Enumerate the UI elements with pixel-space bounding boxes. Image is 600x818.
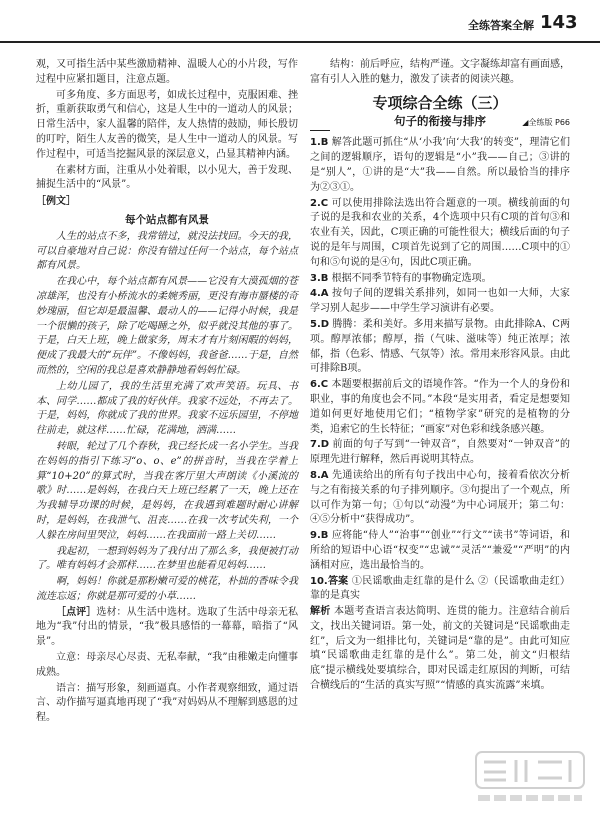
- item-number: 7.D: [310, 439, 330, 451]
- example-tag: ［例文］: [36, 196, 76, 208]
- answer-item: [310, 136, 570, 195]
- essay-title: 每个站点都有风景: [125, 213, 209, 226]
- item-number: 4.A: [310, 288, 329, 300]
- answer-item: [310, 469, 570, 528]
- item-number: 1.B: [310, 137, 329, 149]
- answer-item: [310, 272, 570, 287]
- answer-item: [310, 575, 570, 605]
- item-text: 解答此题可抓住“从‘小我’向‘大我’的转变”，理清它们之间的逻辑顺序，语句的逻辑是“小”我——自己；③讲的是“别人”，①讲的是“大”我——自然。所以最恰当的排序为②③①。: [310, 137, 570, 193]
- item-number: 2.C: [310, 197, 329, 209]
- essay-paragraph: 在我心中，每个站点都有风景——它没有大漠孤烟的苍凉雄浑，也没有小桥流水的柔婉秀丽，更没有海市蜃楼的奇妙瑰丽，但它却是最温馨、最动人的——记得小时候，我是一个很懒的孩子，除了吃喝睡之外，似乎就没其他的事了。于是，白天上班，晚上做家务，周末才有片刻闲暇的妈妈，便成了我最大的“玩伴”。不像妈妈，我爸爸……于是，自然而然的，空闲的我总是喜欢静静地看妈妈忙碌。: [36, 276, 298, 376]
- left-column: [36, 58, 298, 727]
- answer-item: [310, 438, 570, 468]
- answer-paragraph: 在素材方面，注重从小处着眼，以小见大，善于发现、捕捉生活中的“风景”。: [36, 164, 298, 191]
- item-number: 3.B: [310, 272, 329, 284]
- item-text: 本题考查语言表达简明、连贯的能力。注意结合前后文，找出关键词语。第一处，前文的关键词是“民谣歌曲走红”，后文为一组排比句，关键词是“靠的是”。由此可知应填“民谣歌曲走红靠的是什么”。第二处，前文“归根结底”提示横线处要填综合，即对民谣走红原因的判断，可结合横线后的“生活的真实写照”“情感的真实流露”来填。: [310, 606, 570, 692]
- essay-paragraph: 上幼儿园了，我的生活里充满了欢声笑语。玩具、书本、同学……都成了我的好伙伴。我家不远处，不再去了。于是，妈妈，你就成了我的世界。我家不远乐园里，不停地往前走，就这样……忙碌，花满地，洒满……: [36, 380, 298, 437]
- page-number: 143: [540, 12, 578, 33]
- item-text: 腾腾：柔和美好。多用来描写景物。由此排除A、C两项。醇厚浓郁；醇厚，指（气味、滋味等）纯正浓厚；浓郁，指（色彩、情感、气氛等）浓。常用来形容风景。由此可排除B项。: [310, 318, 571, 375]
- comment-text: 选材：从生活中选材。选取了生活中母亲无私地为“我”付出的情景，“我”极具感悟的一幕幕，暗指了“风景”。: [36, 606, 299, 648]
- comment-paragraph: 语言：描写形象，刻画逼真。小作者观察细致，通过语言、动作描写逼真地再现了“我”对妈妈从不理解到感恩的过程。: [36, 682, 298, 724]
- essay-paragraph: 人生的站点不多，我常错过，就没法找回。今天的我，可以自豪地对自己说：你没有错过任何一个站点，每个站点都有风景。: [36, 230, 298, 272]
- item-text: 根据不同季节特有的事物确定选项。: [331, 272, 492, 284]
- right-column: [310, 58, 570, 695]
- answer-item: [310, 197, 570, 271]
- essay-paragraph: 我起初，一想到妈妈为了我付出了那么多，我便被打动了。唯有妈妈才会那样……在梦里也能看见妈妈……: [36, 545, 298, 572]
- header-rule: [0, 41, 600, 43]
- item-number: 10.答案: [310, 575, 349, 587]
- answer-item: [310, 318, 570, 377]
- item-text: 应将能“侍人”“治事”“创业”“行文”“读书”等词语，和所给的短语中心语“权变”“忠诚”“灵活”“兼爱”“严明”的内涵相对应，选出最恰当的。: [310, 530, 570, 571]
- item-text: 先通读给出的所有句子找出中心句，接着看依次分析与之有衔接关系的句子排列顺序。③句提出了一个观点，所以可作为第一句；①句以“动漫”为中心词展开；第二句：④⑤分析中“获得成功”。: [310, 469, 570, 526]
- item-number: 9.B: [310, 530, 329, 542]
- item-text: ①民谣歌曲走红靠的是什么 ②（民谣歌曲走红）靠的是真实: [310, 575, 570, 602]
- item-number: 8.A: [310, 469, 329, 481]
- answer-paragraph: 可多角度、多方面思考，如成长过程中，克服困难、挫折，重新获取勇气和信心，这是人生中的一道动人的风景；日常生活中，家人温馨的陪伴，友人热情的鼓励，师长殷切的叮咛，陌生人友善的微笑，是人生中一道动人的风景。写作过程中，可适当挖掘风景的深层意义，凸显其精神内涵。: [36, 89, 298, 160]
- answer-item: [310, 378, 570, 437]
- section-subtitle: 句子的衔接与排序: [394, 114, 486, 129]
- essay-paragraph: 转眼，轮过了几个春秋，我已经长成一名小学生。当我在妈妈的指引下练习“o、o、e”的拼音时，当我在学着上算“10+20”的算式时，当我在客厅里大声朗读《小溪流的歌》时……是妈妈，在我白天上班已经累了一天，晚上还在为我辅导功课的时候，是妈妈，在我遇到难题时耐心讲解时，是妈妈，在我泄气、沮丧……在我一次考试失利，一个人躲在房间里哭泣，妈妈……在我面前一路上关切……: [36, 440, 298, 541]
- item-number: 解析: [310, 606, 331, 618]
- section-subtitle-row: [310, 114, 570, 132]
- answer-item: [310, 605, 570, 694]
- item-number: 5.D: [310, 318, 330, 330]
- watermark-logo-icon: [470, 748, 590, 812]
- page-header: [0, 0, 600, 50]
- section-title: 专项综合全练（三）: [372, 93, 508, 112]
- answer-item: [310, 287, 570, 317]
- item-text: 可以使用排除法选出符合题意的一项。横线前面的句子说的是我和农业的关系，4个选项中只有C项的首句③和农业有关，因此，C项正确的可能性很大；横线后面的句子说的是年与周围，C项首先说到了它的周围……C项中的①句和⑤句说的是④句，因此C项正确。: [310, 197, 570, 268]
- page-reference: ◢全练版 P66: [522, 118, 570, 128]
- item-text: 按句子间的逻辑关系排列，如同一也如一大师，大家学习别人起步——中学生学习演讲有必要。: [310, 288, 570, 315]
- item-text: 本题要根据前后文的语境作答。“作为一个人的身份和职业，事的角度也会不同。”本段“是实用者，看定是想要知道如何更好地使用它们；“植物学家”研究的是植物的分类，追索它的生长特征；“画家”对色彩和线条感兴趣。: [310, 379, 570, 435]
- item-number: 6.C: [310, 379, 329, 391]
- answer-paragraph: 观，又可指生活中某些激励精神、温暖人心的小片段，写作过程中应紧扣题目，注意点题。: [36, 59, 298, 85]
- section-rule: [310, 130, 330, 131]
- answer-item: [310, 529, 570, 573]
- comment-tag: ［点评］: [56, 606, 97, 618]
- essay-paragraph: 啊，妈妈！你就是那粉嫩可爱的桃花，朴拙的香味令我流连忘返；你就是那可爱的小草……: [36, 576, 298, 602]
- intro-paragraph: 结构：前后呼应，结构严谨。文字凝练却富有画面感，富有引人入胜的魅力，激发了读者的阅读兴趣。: [310, 59, 570, 85]
- header-label: 全练答案全解: [468, 19, 534, 32]
- comment-paragraph: 立意：母亲尽心尽责、无私奉献，“我”由稚嫩走向懂事成熟。: [36, 652, 298, 678]
- item-text: 前面的句子写到“一钟双音”，自然要对“一钟双音”的原理先进行解释，然后再说明其特点。: [310, 439, 571, 466]
